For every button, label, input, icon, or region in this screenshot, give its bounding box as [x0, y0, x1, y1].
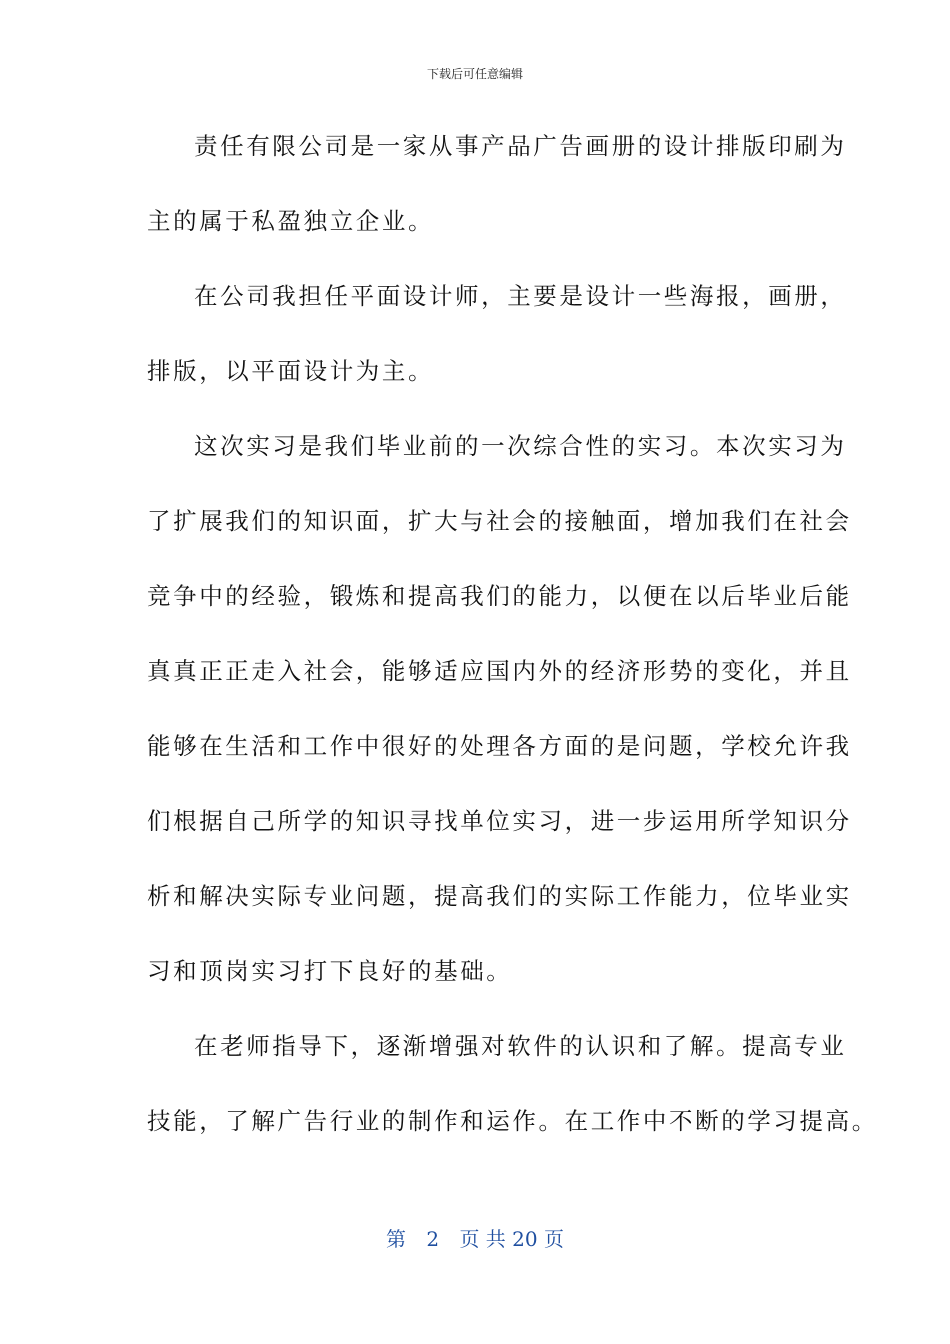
page-prefix: 第	[386, 1227, 406, 1251]
text-line: 能够在生活和工作中很好的处理各方面的是问题，学校允许我	[147, 732, 852, 760]
page-number: 2	[426, 1227, 440, 1251]
paragraph	[147, 272, 847, 422]
text-line: 习和顶岗实习打下良好的基础。	[147, 957, 513, 985]
text-line: 这次实习是我们毕业前的一次综合性的实习。本次实习为	[194, 432, 847, 460]
paragraph	[147, 1022, 878, 1172]
text-line: 竞争中的经验，锻炼和提高我们的能力，以便在以后毕业后能	[147, 582, 852, 610]
page-suffix: 页	[543, 1227, 564, 1251]
text-line: 了扩展我们的知识面，扩大与社会的接触面，增加我们在社会	[147, 507, 852, 535]
text-line: 析和解决实际专业问题，提高我们的实际工作能力，位毕业实	[147, 882, 852, 910]
page-footer	[0, 1226, 950, 1252]
paragraph	[147, 122, 847, 272]
text-line: 技能，了解广告行业的制作和运作。在工作中不断的学习提高。	[147, 1107, 878, 1135]
text-line: 排版，以平面设计为主。	[147, 357, 435, 385]
page-mid: 页 共	[459, 1227, 506, 1251]
text-line: 在公司我担任平面设计师，主要是设计一些海报，画册，	[194, 282, 847, 310]
page-header: 下载后可任意编辑	[426, 67, 523, 81]
text-line: 责任有限公司是一家从事产品广告画册的设计排版印刷为	[194, 132, 847, 160]
text-line: 真真正正走入社会，能够适应国内外的经济形势的变化，并且	[147, 657, 852, 685]
document-body	[147, 122, 878, 1172]
paragraph	[147, 422, 852, 1022]
page-total: 20	[512, 1227, 538, 1251]
text-line: 在老师指导下，逐渐增强对软件的认识和了解。提高专业	[194, 1032, 847, 1060]
text-line: 主的属于私盈独立企业。	[147, 207, 435, 235]
text-line: 们根据自己所学的知识寻找单位实习，进一步运用所学知识分	[147, 807, 852, 835]
